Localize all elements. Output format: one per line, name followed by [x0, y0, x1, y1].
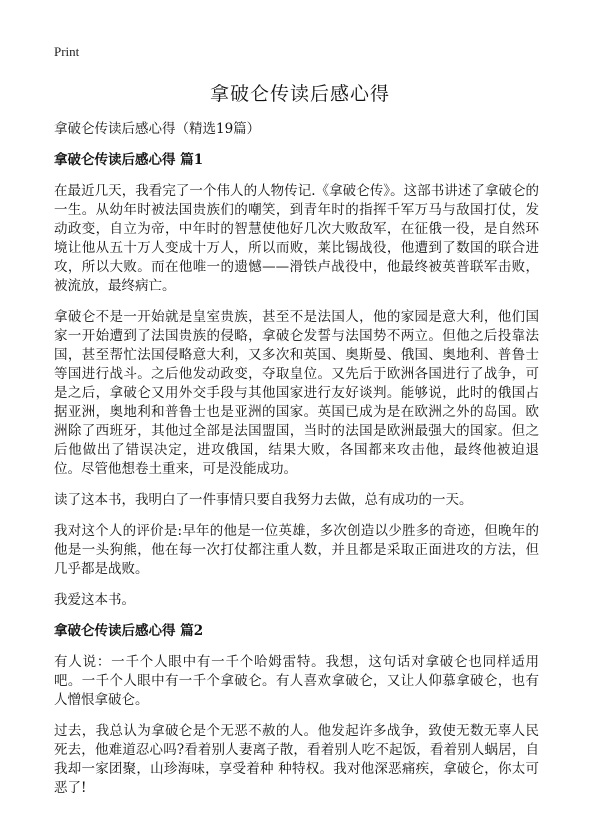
- paragraph: 拿破仑不是一开始就是皇室贵族，甚至不是法国人，他的家园是意大利，他们国家一开始遭到了法国贵族的侵略，拿破仑发誓与法国势不两立。但他之后投靠法国，甚至帮忙法国侵略意大利，又多次和英国、奥斯曼、俄国、奥地利、普鲁士等国进行战斗。之后他发动政变，夺取皇位。又先后于欧洲各国进行了战争，可是之后，拿破仑又用外交手段与其他国家进行友好谈判。能够说，此时的俄国占据亚洲，奥地利和普鲁士也是亚洲的国家。英国已成为是在欧洲之外的岛国。欧洲除了西班牙，其他过全部是法国盟国，当时的法国是欧洲最强大的国家。但之后他做出了错误决定，进攻俄国，结果大败，各国都来攻击他，最终他被迫退位。尽管他想卷土重来，可是没能成功。: [54, 309, 539, 477]
- document-body: [54, 120, 539, 810]
- paragraph: 我对这个人的评价是:早年的他是一位英雄，多次创造以少胜多的奇迹，但晚年的他是一头狗熊，他在每一次打仗都注重人数，并且都是采取正面进攻的方法，但几乎都是战败。: [54, 523, 539, 577]
- document-title: 拿破仑传读后感心得: [209, 83, 390, 105]
- paragraph: 在最近几天，我看完了一个伟人的人物传记.《拿破仑传》。这部书讲述了拿破仑的一生。从幼年时被法国贵族们的嘲笑，到青年时的指挥千军万马与敌国打仗，发动政变，自立为帝，中年时的智慧使他好几次大败敌军，在征俄一役，是自然环境让他从五十万人变成十万人，所以而败，莱比锡战役，他遭到了数国的联合进攻，所以大败。而在他唯一的遗憾——滑铁卢战役中，他最终被英普联军击败，被流放，最终病亡。: [54, 183, 539, 294]
- paragraph: 过去，我总认为拿破仑是个无恶不赦的人。他发起许多战争，致使无数无辜人民死去，他难道忍心吗?看着别人妻离子散，看着别人吃不起饭，看着别人蜗居，自我却一家团聚，山珍海味，享受着种 种特权。我对他深恶痛疾，拿破仑，你太可恶了!: [54, 723, 539, 796]
- paragraph: 有人说：一千个人眼中有一千个哈姆雷特。我想，这句话对拿破仑也同样适用吧。一千个人眼中有一千个拿破仑。有人喜欢拿破仑，又让人仰慕拿破仑，也有人憎恨拿破仑。: [54, 654, 539, 708]
- section-heading-2: 拿破仑传读后感心得 篇2: [54, 623, 204, 639]
- section-heading-1: 拿破仑传读后感心得 篇1: [54, 152, 204, 168]
- paragraph: 我爱这本书。: [54, 592, 135, 608]
- paragraph: 读了这本书，我明白了一件事情只要自我努力去做，总有成功的一天。: [54, 492, 473, 508]
- document-subtitle: 拿破仑传读后感心得（精选19篇）: [54, 121, 261, 137]
- print-link[interactable]: Print: [54, 44, 80, 59]
